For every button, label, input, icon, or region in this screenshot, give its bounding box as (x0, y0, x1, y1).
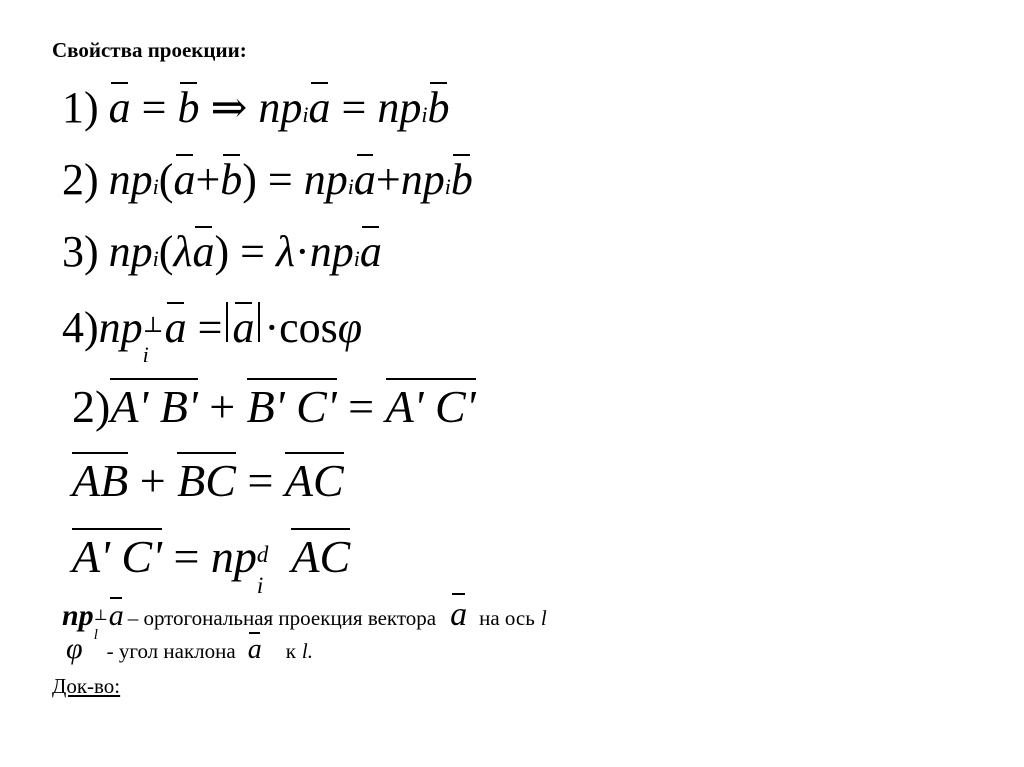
equals-sign: = (173, 531, 200, 582)
abs-bar-right (258, 302, 260, 342)
page-title: Свойства проекции: (52, 38, 247, 62)
left-paren: ( (158, 227, 174, 276)
vector-b: b (177, 83, 200, 132)
vector-a: a (108, 83, 131, 132)
plus-sign: + (139, 455, 166, 506)
vector-a: a (247, 634, 262, 665)
projection-symbol: np (108, 155, 153, 204)
projection-index: i (142, 341, 149, 367)
note-text: на ось (479, 606, 535, 630)
plus-sign: + (195, 155, 221, 204)
projection-index: l (93, 626, 98, 643)
note-text: к (285, 639, 296, 663)
implies-sign: ⇒ (210, 83, 248, 132)
plus-sign: + (375, 155, 401, 204)
vector-a: a (173, 155, 196, 204)
note-line-2 (66, 632, 313, 666)
vector-a: a (308, 83, 331, 132)
proof-formula-2 (72, 455, 344, 506)
segment-BC: BC (177, 455, 236, 506)
projection-symbol: np (309, 227, 354, 276)
note-text: - угол наклона (106, 639, 236, 663)
equals-sign: = (247, 455, 274, 506)
vector-b: b (220, 155, 243, 204)
phi-symbol: φ (66, 632, 83, 665)
vector-b: b (427, 83, 450, 132)
projection-symbol: np (98, 302, 143, 352)
formula-number: 1) (62, 83, 99, 132)
vector-a: a (359, 227, 382, 276)
segment-AC: AC (291, 531, 351, 582)
note-text: – ортогональная проекция вектора (127, 606, 437, 630)
vector-a: a (108, 599, 124, 632)
segment-ApCp: A' C' (385, 381, 476, 432)
formula-2: 2) np i ( a + b ) = np i a + np i b (62, 155, 473, 204)
segment-AB: AB (72, 455, 129, 506)
segment-BpCp: B' C' (246, 381, 337, 432)
formula-1: 1) a = b ⇒ np i a = np i b (62, 83, 450, 132)
note-projection-expr (62, 599, 124, 643)
dot-operator: · (295, 227, 310, 276)
proof-formula-3 (72, 531, 351, 599)
vector-a: a (232, 302, 255, 352)
axis-l: l. (301, 639, 313, 663)
equals-sign: = (341, 83, 367, 132)
proof-label: Док-во: (52, 674, 121, 698)
formula-3: 3) np i ( λ a ) = λ · np i a (62, 227, 382, 276)
segment-AC: AC (284, 455, 344, 506)
proof-formula-1 (72, 381, 476, 432)
dot-operator: · (264, 302, 280, 352)
projection-symbol: np (400, 155, 445, 204)
projection-symbol: np (258, 83, 303, 132)
lambda-symbol: λ (275, 227, 296, 276)
formula-4 (62, 302, 363, 367)
projection-symbol: np (62, 599, 94, 632)
equals-sign: = (348, 381, 375, 432)
vector-a: a (164, 302, 187, 352)
axis-l: l (540, 606, 547, 630)
abs-bar-left (226, 302, 228, 342)
vector-a: a (450, 596, 468, 633)
cos-function: cos (279, 302, 338, 352)
note-line-1 (62, 596, 547, 643)
left-paren: ( (158, 155, 174, 204)
phi-symbol: φ (337, 302, 363, 352)
right-paren: ) (214, 227, 230, 276)
formula-number: 2) (62, 155, 99, 204)
projection-symbol: np (210, 531, 257, 582)
vector-a: a (353, 155, 376, 204)
formula-number: 4) (62, 302, 99, 352)
projection-symbol: np (377, 83, 422, 132)
equals-sign: = (240, 227, 265, 276)
segment-ApCp: A' C' (72, 531, 162, 582)
lambda-symbol: λ (173, 227, 193, 276)
projection-symbol: np (108, 227, 153, 276)
projection-superscript: d (256, 542, 269, 568)
perp-sign: ⊥ (142, 312, 164, 338)
formula-number: 2) (72, 381, 111, 432)
equals-sign: = (267, 155, 293, 204)
formula-number: 3) (62, 227, 99, 276)
equals-sign: = (141, 83, 167, 132)
vector-a: a (192, 227, 215, 276)
right-paren: ) (242, 155, 257, 204)
equals-sign: = (197, 302, 223, 352)
segment-ApBp: A' B' (110, 381, 198, 432)
vector-b: b (450, 155, 473, 204)
projection-index: i (256, 573, 264, 599)
plus-sign: + (209, 381, 236, 432)
perp-sign: ⊥ (93, 608, 108, 625)
projection-symbol: np (303, 155, 348, 204)
